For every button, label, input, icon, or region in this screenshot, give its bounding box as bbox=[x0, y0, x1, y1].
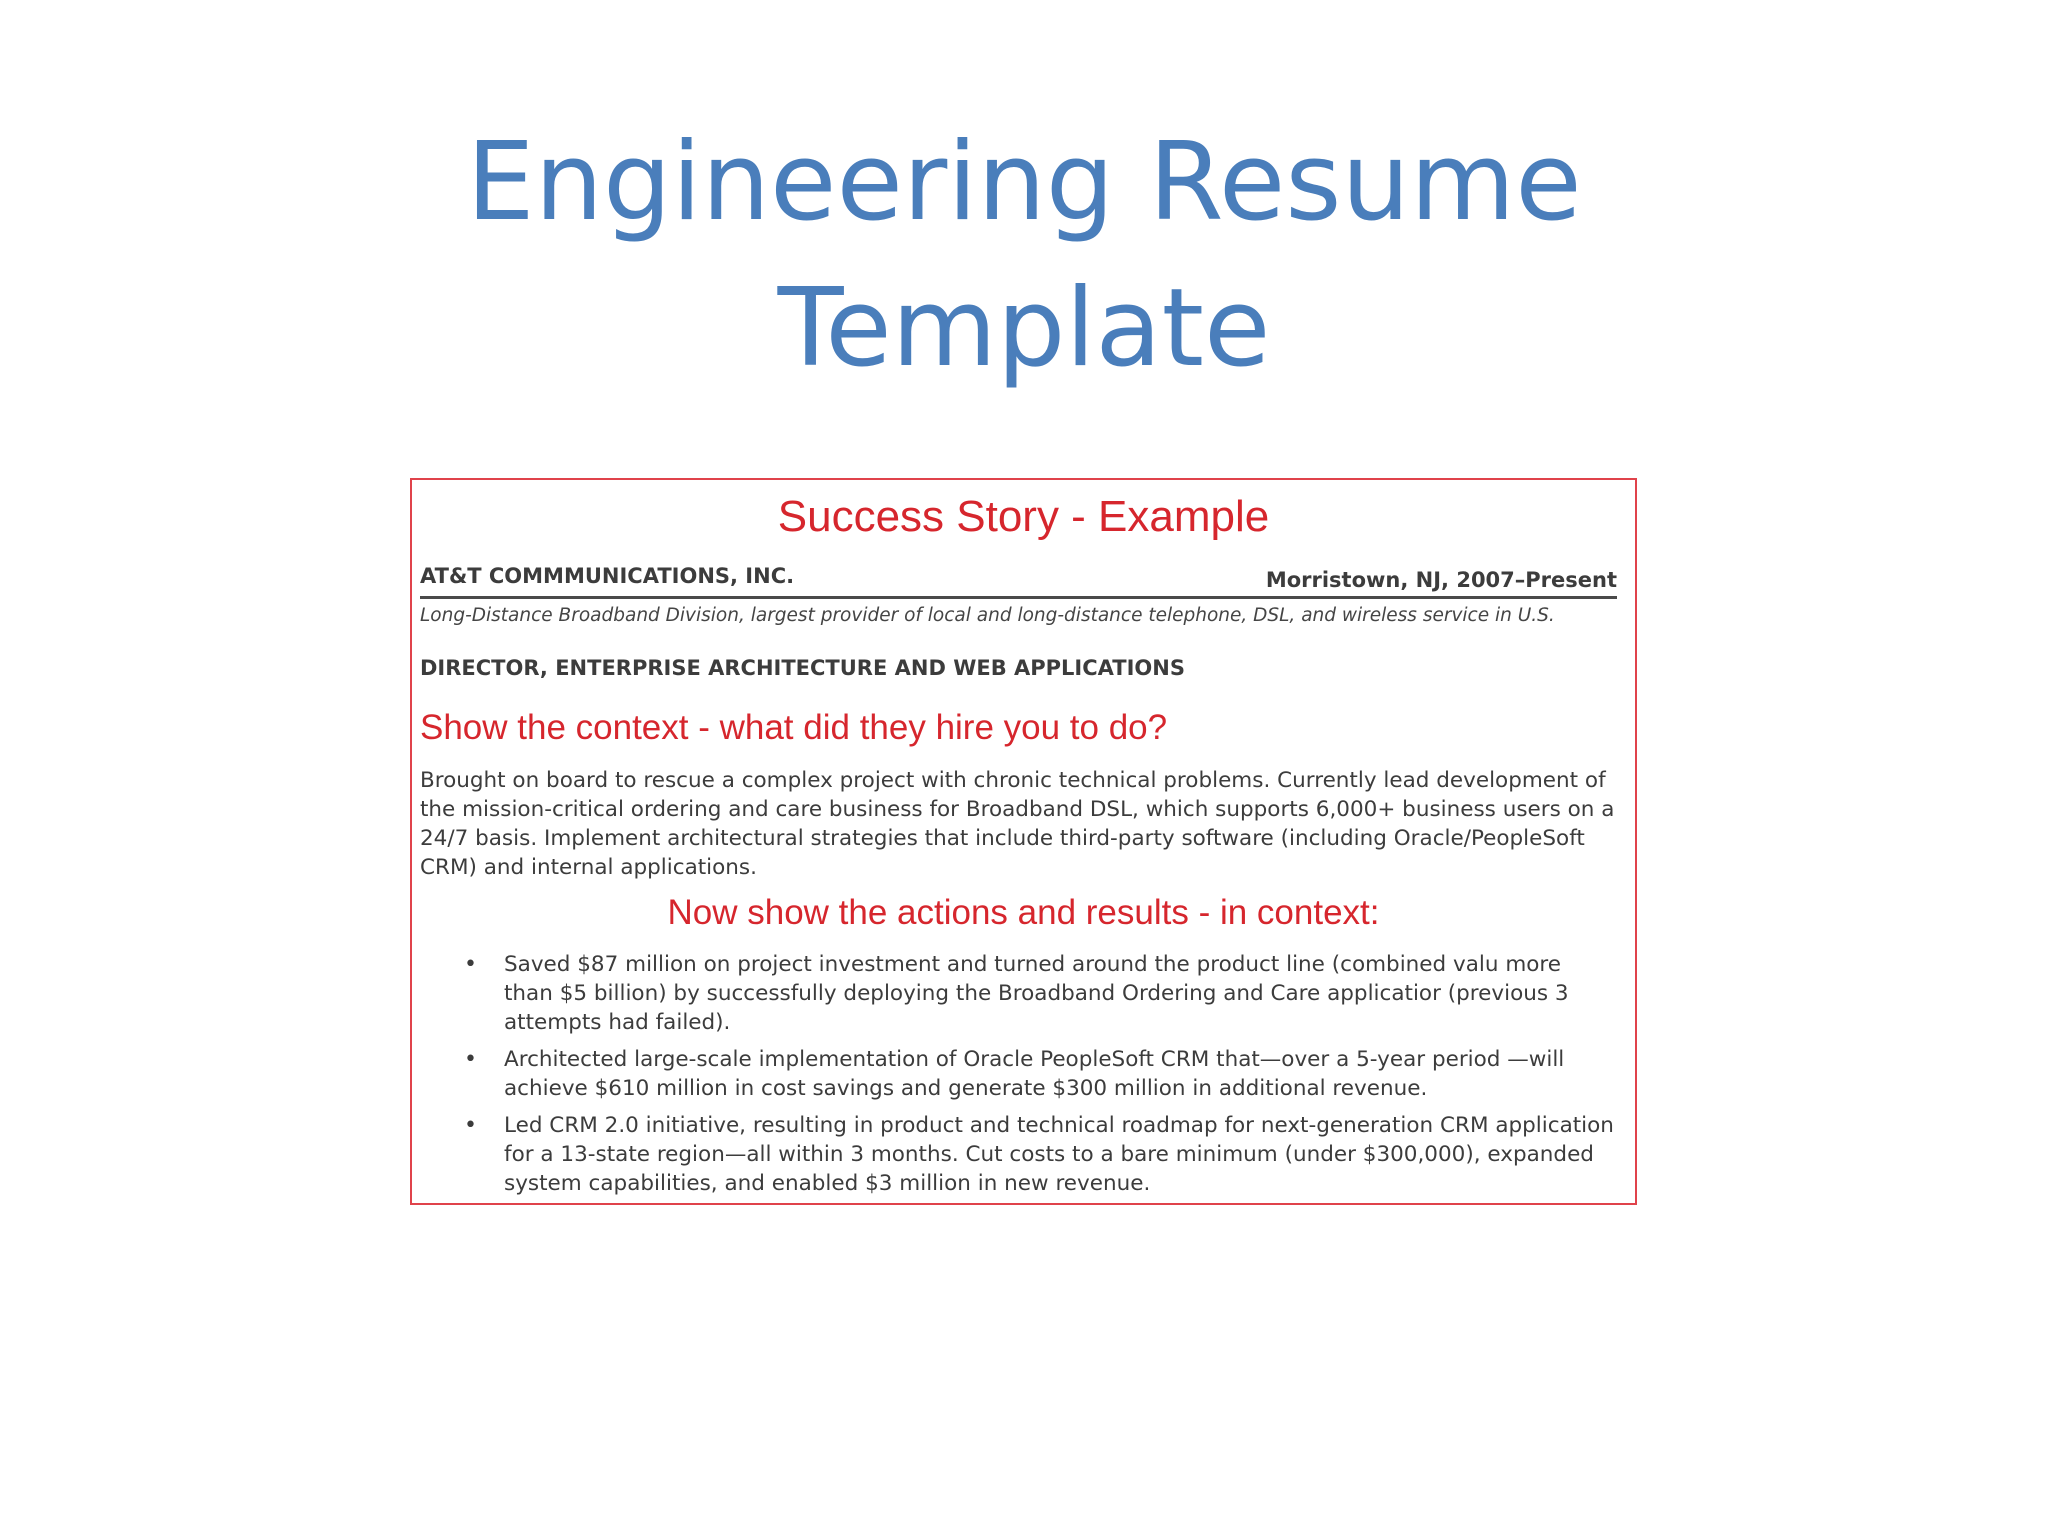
example-heading: Success Story - Example bbox=[777, 492, 1270, 541]
slide-title-line-2: Template bbox=[777, 266, 1271, 391]
list-item bbox=[464, 1045, 1615, 1103]
context-paragraph: Brought on board to rescue a complex project with chronic technical problems. Currently lead development of the mission-critical ordering and care business for Broadband DSL, which supports 6,000+ business users on a 24/7 basis. Implement architectural strategies that include third-party software (including Oracle/PeopleSoft CRM) and internal applications. bbox=[420, 768, 1615, 880]
slide-title-line-1: Engineering Resume bbox=[466, 120, 1582, 245]
results-list bbox=[464, 950, 1615, 1205]
company-row bbox=[420, 560, 1617, 599]
company-location: Morristown, NJ, 2007–Present bbox=[1265, 568, 1617, 592]
job-title: DIRECTOR, ENTERPRISE ARCHITECTURE AND WEB APPLICATIONS bbox=[420, 656, 1185, 680]
actions-heading: Now show the actions and results - in context: bbox=[667, 893, 1380, 932]
slide-title bbox=[0, 110, 2048, 402]
division-description: Long-Distance Broadband Division, largest provider of local and long-distance telephone, DSL, and wireless service in U.S. bbox=[420, 605, 1555, 626]
result-text: Led CRM 2.0 initiative, resulting in product and technical roadmap for next-generation CRM application for a 13-state region—all within 3 months. Cut costs to a bare minimum (under $300,000), expanded system capabilities, and enabled $3 million in new revenue. bbox=[504, 1113, 1614, 1196]
list-item bbox=[464, 1111, 1615, 1198]
bullet-icon: • bbox=[464, 1113, 477, 1138]
list-item bbox=[464, 950, 1615, 1037]
resume-example-image bbox=[410, 478, 1637, 1205]
result-text: Saved $87 million on project investment and turned around the product line (combined valu more than $5 billion) by successfully deploying the Broadband Ordering and Care applicatior (previous 3 attempts had failed). bbox=[504, 952, 1569, 1035]
result-text: Architected large-scale implementation of Oracle PeopleSoft CRM that—over a 5-year period —will achieve $610 million in cost savings and generate $300 million in additional revenue. bbox=[504, 1047, 1565, 1101]
bullet-icon: • bbox=[464, 1047, 477, 1072]
context-heading: Show the context - what did they hire you to do? bbox=[420, 708, 1168, 747]
bullet-icon: • bbox=[464, 952, 477, 977]
company-name: AT&T COMMMUNICATIONS, INC. bbox=[420, 564, 795, 588]
